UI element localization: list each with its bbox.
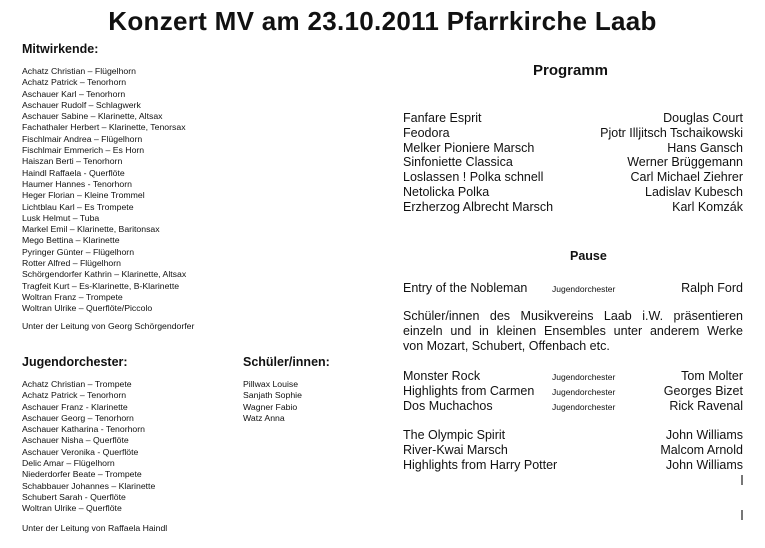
pause-heading: Pause	[570, 249, 607, 263]
ensemble-marker: Jugendorchester	[552, 387, 616, 397]
member-item: Haiszan Berti – Tenorhorn	[22, 156, 123, 167]
youth-member-item: Schubert Sarah - Querflöte	[22, 491, 126, 502]
piece-composer: Douglas Court	[663, 111, 743, 125]
scan-edge-mark	[741, 510, 743, 520]
jugendorchester-list	[22, 379, 155, 515]
conductor-note: Unter der Leitung von Georg Schörgendorfer	[22, 321, 195, 331]
mitwirkende-heading: Mitwirkende:	[22, 42, 99, 56]
ensemble-marker: Jugendorchester	[552, 372, 616, 382]
program-item	[403, 141, 743, 156]
member-item: Heger Florian – Kleine Trommel	[22, 190, 145, 201]
member-item: Woltran Franz – Trompete	[22, 291, 123, 302]
youth-member-item: Delic Amar – Flügelhorn	[22, 458, 115, 469]
member-item: Fischlmair Andrea – Flügelhorn	[22, 133, 143, 144]
paragraph-line: Schüler/innen des Musikvereins Laab i.W. präsentieren	[403, 309, 743, 323]
member-item: Aschauer Karl – Tenorhorn	[22, 88, 126, 99]
piece-title: Fanfare Esprit	[403, 111, 482, 125]
program-item	[403, 369, 743, 384]
piece-composer: Karl Komzák	[672, 200, 743, 214]
program-item	[403, 458, 743, 473]
program-item	[403, 155, 743, 170]
piece-composer: Hans Gansch	[667, 141, 743, 155]
youth-member-item: Aschauer Veronika - Querflöte	[22, 446, 139, 457]
piece-composer: Malcom Arnold	[660, 443, 743, 457]
piece-title: Dos Muchachos	[403, 399, 493, 413]
member-item: Aschauer Rudolf – Schlagwerk	[22, 99, 141, 110]
member-item: Aschauer Sabine – Klarinette, Altsax	[22, 111, 163, 122]
youth-member-item: Niederdorfer Beate – Trompete	[22, 469, 142, 480]
youth-member-item: Aschauer Katharina - Tenorhorn	[22, 424, 145, 435]
piece-title: Netolicka Polka	[403, 185, 490, 199]
piece-composer: Werner Brüggemann	[627, 155, 743, 169]
youth-member-item: Aschauer Georg – Tenorhorn	[22, 412, 134, 423]
piece-title: The Olympic Spirit	[403, 428, 506, 442]
piece-composer: Tom Molter	[681, 369, 743, 383]
member-item: Markel Emil – Klarinette, Baritonsax	[22, 224, 160, 235]
member-item: Achatz Patrick – Tenorhorn	[22, 77, 127, 88]
piece-title: Highlights from Carmen	[403, 384, 535, 398]
students-paragraph	[403, 309, 743, 354]
piece-title: River-Kwai Marsch	[403, 443, 508, 457]
program-item	[403, 281, 743, 296]
piece-title: Sinfoniette Classica	[403, 155, 513, 169]
scan-edge-mark	[741, 475, 743, 485]
mitwirkende-list	[22, 66, 186, 315]
youth-member-item: Aschauer Nisha – Querflöte	[22, 435, 129, 446]
piece-title: Erzherzog Albrecht Marsch	[403, 200, 554, 214]
member-item: Haindl Raffaela - Querflöte	[22, 167, 125, 178]
member-item: Lichtblau Karl – Es Trompete	[22, 201, 134, 212]
member-item: Rotter Alfred – Flügelhorn	[22, 258, 121, 269]
student-item: Wagner Fabio	[243, 401, 298, 412]
piece-composer: Pjotr Illjitsch Tschaikowski	[600, 126, 743, 140]
piece-title: Highlights from Harry Potter	[403, 458, 558, 472]
member-item: Mego Bettina – Klarinette	[22, 235, 120, 246]
ensemble-marker: Jugendorchester	[552, 402, 616, 412]
program-item	[403, 384, 743, 399]
piece-title: Entry of the Nobleman	[403, 281, 528, 295]
member-item: Fischlmair Emmerich – Es Horn	[22, 145, 145, 156]
schueler-heading: Schüler/innen:	[243, 355, 330, 369]
student-item: Pillwax Louise	[243, 379, 299, 389]
piece-composer: Carl Michael Ziehrer	[630, 170, 743, 184]
piece-composer: Rick Ravenal	[669, 399, 743, 413]
youth-member-item: Schabbauer Johannes – Klarinette	[22, 480, 156, 491]
program-item	[403, 185, 743, 200]
member-item: Fachathaler Herbert – Klarinette, Tenorsax	[22, 122, 186, 133]
page-title: Konzert MV am 23.10.2011 Pfarrkirche Laab	[108, 6, 657, 36]
piece-title: Melker Pioniere Marsch	[403, 141, 535, 155]
youth-member-item: Woltran Ulrike – Querflöte	[22, 503, 122, 514]
program-item	[403, 126, 743, 141]
programm-heading: Programm	[533, 62, 609, 79]
jugendorchester-heading: Jugendorchester:	[22, 355, 128, 369]
student-item: Watz Anna	[243, 412, 285, 423]
piece-composer: John Williams	[665, 428, 743, 442]
piece-title: Monster Rock	[403, 369, 481, 383]
program-item	[403, 428, 743, 443]
student-item: Sanjath Sophie	[243, 390, 302, 401]
ensemble-marker: Jugendorchester	[552, 284, 616, 294]
youth-member-item: Achatz Christian – Trompete	[22, 379, 132, 389]
youth-member-item: Aschauer Franz - Klarinette	[22, 401, 128, 412]
member-item: Haumer Hannes - Tenorhorn	[22, 178, 132, 189]
program-item	[403, 170, 743, 185]
member-item: Achatz Christian – Flügelhorn	[22, 66, 136, 76]
program-item	[403, 399, 743, 414]
schueler-list	[243, 379, 302, 424]
paragraph-line: von Mozart, Schubert, Offenbach etc.	[403, 339, 610, 353]
program-item	[403, 200, 743, 215]
member-item: Lusk Helmut – Tuba	[22, 212, 100, 223]
youth-conductor-note: Unter der Leitung von Raffaela Haindl	[22, 523, 168, 533]
program-item	[403, 443, 743, 458]
youth-member-item: Achatz Patrick – Tenorhorn	[22, 390, 127, 401]
piece-composer: Ralph Ford	[681, 281, 743, 295]
member-item: Woltran Ulrike – Querflöte/Piccolo	[22, 303, 153, 314]
member-item: Pyringer Günter – Flügelhorn	[22, 246, 135, 257]
piece-composer: Georges Bizet	[663, 384, 743, 398]
piece-composer: John Williams	[665, 458, 743, 472]
piece-composer: Ladislav Kubesch	[645, 185, 743, 199]
piece-title: Loslassen ! Polka schnell	[403, 170, 544, 184]
piece-title: Feodora	[403, 126, 450, 140]
member-item: Tragfeit Kurt – Es-Klarinette, B-Klarinette	[22, 280, 180, 291]
program-item	[403, 111, 743, 126]
member-item: Schörgendorfer Kathrin – Klarinette, Altsax	[22, 269, 187, 280]
paragraph-line: einzeln und in kleinen Ensembles unter anderem Werke	[403, 324, 743, 338]
